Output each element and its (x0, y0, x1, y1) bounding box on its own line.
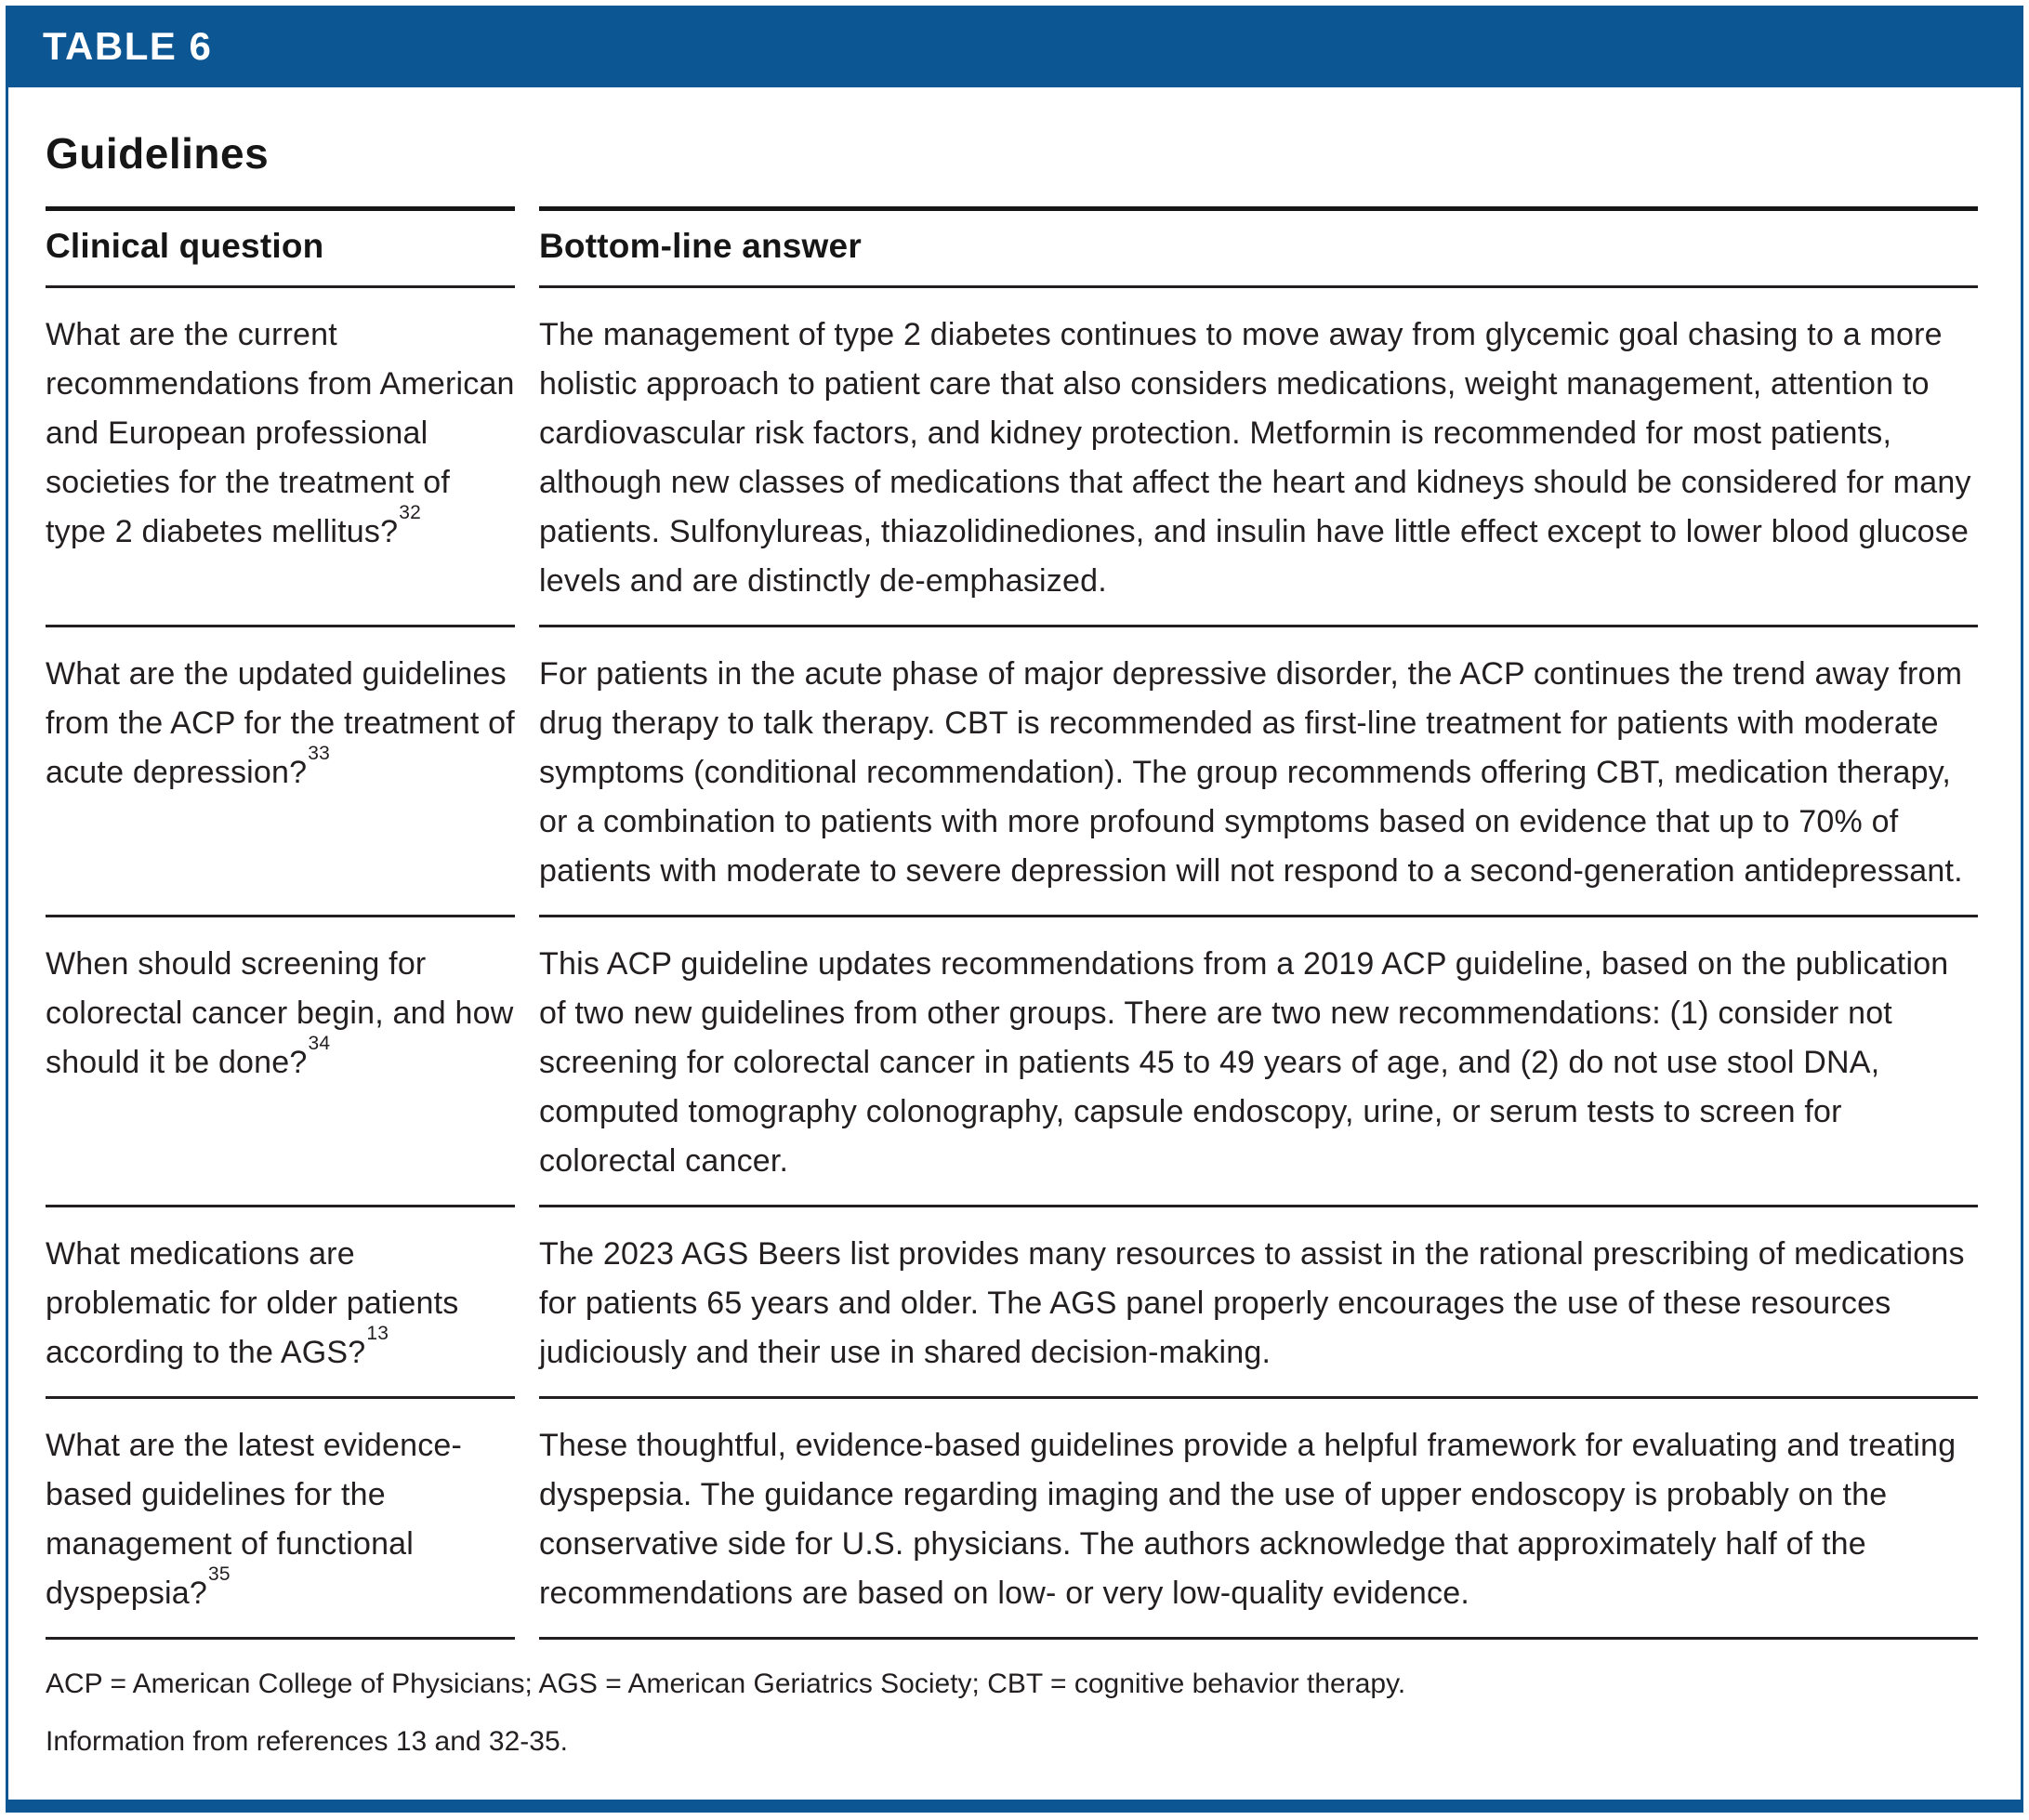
table-title: Guidelines (46, 129, 270, 178)
table-frame (6, 6, 2023, 1813)
bottom-line-answer-cell: These thoughtful, evidence-based guidelines provide a helpful framework for evaluating and treating dyspepsia. The guidance regarding imaging and the use of upper endoscopy is probably on the conservative side for U.S. physicians. The authors acknowledge that approximately half of the recommendations are based on low- or very low-quality evidence. (539, 1396, 1978, 1640)
clinical-question-cell (46, 1205, 515, 1396)
clinical-question-cell (46, 915, 515, 1205)
question-text: What are the current recommendations from American and European professional societies for the treatment of type 2 diabetes mellitus? (46, 317, 515, 549)
clinical-question-cell (46, 1396, 515, 1640)
bottom-line-answer-cell: This ACP guideline updates recommendations from a 2019 ACP guideline, based on the publication of two new guidelines from other groups. There are two new recommendations: (1) consider not screening for colorectal cancer in patients 45 to 49 years of age, and (2) do not use stool DNA, computed tomography colonography, capsule endoscopy, urine, or serum tests to screen for colorectal cancer. (539, 915, 1978, 1205)
question-text: When should screening for colorectal cancer begin, and how should it be done? (46, 946, 514, 1080)
source-note: Information from references 13 and 32-35. (46, 1726, 568, 1757)
abbreviations-note: ACP = American College of Physicians; AGS = American Geriatrics Society; CBT = cognitive behavior therapy. (46, 1668, 1406, 1699)
question-text: What are the updated guidelines from the ACP for the treatment of acute depression? (46, 656, 515, 790)
question-text: What are the latest evidence-based guidelines for the management of functional dyspepsia? (46, 1428, 463, 1611)
column-header-bottom-line-answer: Bottom-line answer (539, 206, 1978, 285)
bottom-line-answer-cell: The 2023 AGS Beers list provides many resources to assist in the rational prescribing of medications for patients 65 years and older. The AGS panel properly encourages the use of these resources judiciously and their use in shared decision-making. (539, 1205, 1978, 1396)
reference-superscript: 35 (208, 1563, 231, 1585)
table-number-label: TABLE 6 (43, 24, 213, 68)
clinical-question-cell (46, 285, 515, 625)
bottom-line-answer-cell: The management of type 2 diabetes continues to move away from glycemic goal chasing to a more holistic approach to patient care that also considers medications, weight management, attention to cardiovascular risk factors, and kidney protection. Metformin is recommended for most patients, although new classes of medications that affect the heart and kidneys should be considered for many patients. Sulfonylureas, thiazolidinediones, and insulin have little effect except to lower blood glucose levels and are distinctly de-emphasized. (539, 285, 1978, 625)
reference-superscript: 13 (366, 1322, 389, 1344)
table-content (8, 128, 2021, 1761)
table-number-bar (6, 6, 2023, 87)
table-footnotes (46, 1640, 1978, 1761)
column-header-clinical-question: Clinical question (46, 206, 515, 285)
reference-superscript: 33 (308, 742, 331, 764)
reference-superscript: 32 (399, 501, 421, 523)
bottom-line-answer-cell: For patients in the acute phase of major depressive disorder, the ACP continues the trend away from drug therapy to talk therapy. CBT is recommended as first-line treatment for patients with moderate symptoms (conditional recommendation). The group recommends offering CBT, medication therapy, or a combination to patients with more profound symptoms based on evidence that up to 70% of patients with moderate to severe depression will not respond to a second-generation antidepressant. (539, 625, 1978, 915)
reference-superscript: 34 (308, 1032, 331, 1054)
question-text: What medications are problematic for older patients according to the AGS? (46, 1236, 459, 1370)
clinical-question-cell (46, 625, 515, 915)
guidelines-table (46, 206, 1978, 1640)
